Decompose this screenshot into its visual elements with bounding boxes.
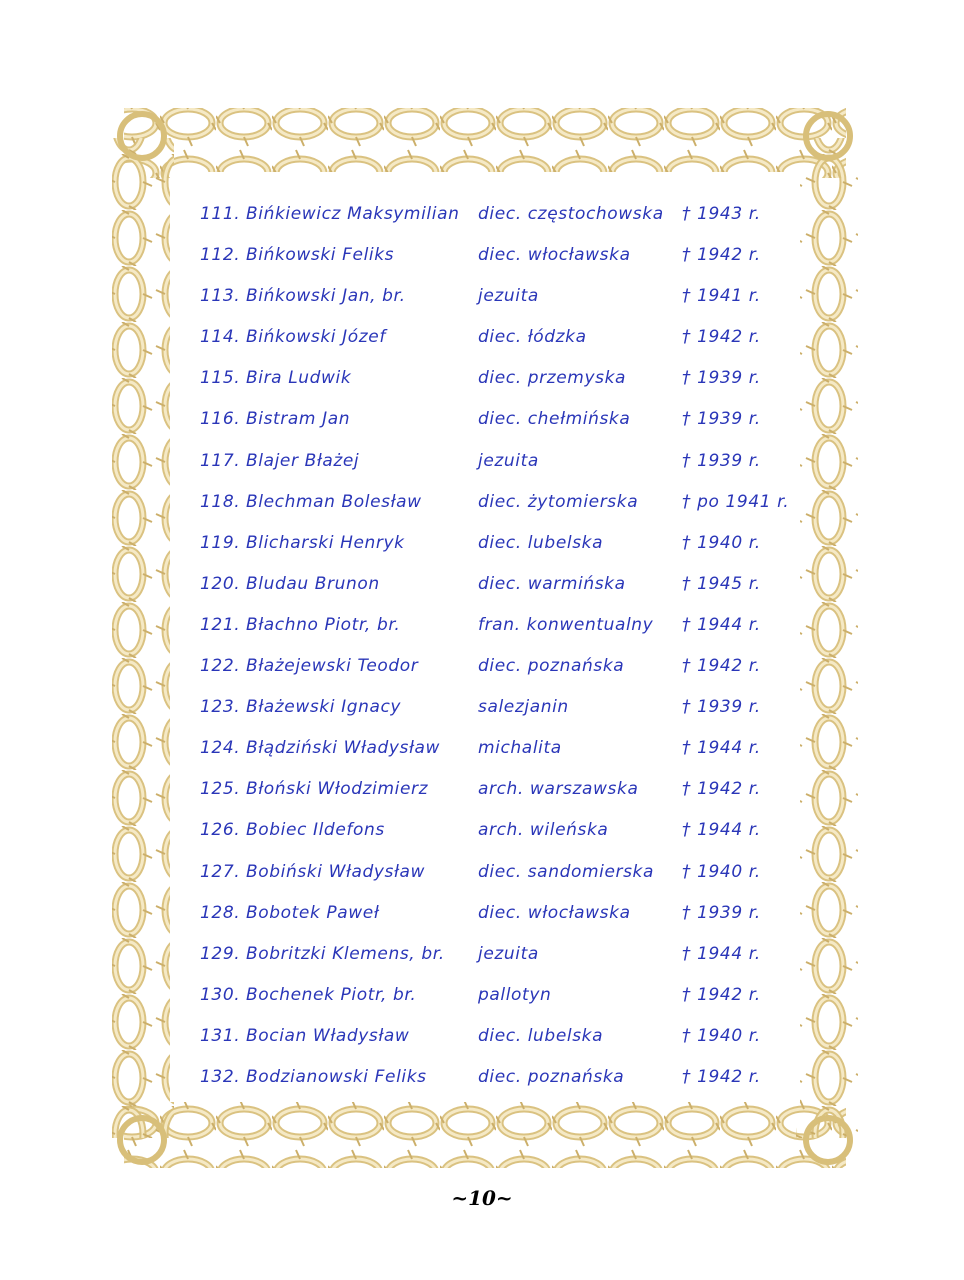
list-item xyxy=(200,403,780,444)
entry-death-year: † 1942 r. xyxy=(682,327,761,348)
entry-death-year: † 1942 r. xyxy=(682,656,761,677)
entry-number: 115. xyxy=(200,368,241,389)
entry-number: 120. xyxy=(200,573,241,594)
entry-diocese: diec. sandomierska xyxy=(478,861,655,882)
list-item xyxy=(200,321,780,362)
entry-name: Bludau Brunon xyxy=(246,573,380,594)
entry-number: 122. xyxy=(200,656,241,677)
entry-name: Bińkiewicz Maksymilian xyxy=(246,204,460,224)
list-item xyxy=(200,732,780,773)
list-item xyxy=(200,362,780,403)
entry-name: Błądziński Władysław xyxy=(246,738,441,759)
entry-death-year: † 1939 r. xyxy=(682,902,761,923)
entry-diocese: diec. lubelska xyxy=(478,1025,604,1046)
entry-name: Bochenek Piotr, br. xyxy=(246,984,417,1005)
entry-diocese: jezuita xyxy=(478,450,539,471)
entry-name: Błażewski Ignacy xyxy=(246,697,402,718)
entry-name: Bobotek Paweł xyxy=(246,902,380,923)
entry-number: 111. xyxy=(200,204,241,224)
entry-number: 116. xyxy=(200,409,241,430)
entry-name: Błoński Włodzimierz xyxy=(246,779,429,800)
entry-number: 131. xyxy=(200,1025,241,1046)
list-item xyxy=(200,568,780,609)
entry-diocese: diec. żytomierska xyxy=(478,491,639,512)
entry-death-year: † po 1941 r. xyxy=(682,491,790,512)
list-item xyxy=(200,1020,780,1061)
names-list xyxy=(200,198,790,1102)
entry-death-year: † 1943 r. xyxy=(682,204,761,224)
list-item xyxy=(200,773,780,814)
entry-diocese: diec. częstochowska xyxy=(478,204,664,224)
entry-diocese: arch. warszawska xyxy=(478,779,639,800)
entry-number: 127. xyxy=(200,861,241,882)
entry-number: 117. xyxy=(200,450,241,471)
list-item xyxy=(200,979,780,1020)
entry-number: 114. xyxy=(200,327,241,348)
entry-number: 113. xyxy=(200,286,241,307)
entry-diocese: jezuita xyxy=(478,286,539,307)
entry-name: Błachno Piotr, br. xyxy=(246,614,401,635)
entry-diocese: michalita xyxy=(478,738,562,759)
list-item xyxy=(200,650,780,691)
entry-death-year: † 1939 r. xyxy=(682,697,761,718)
entry-death-year: † 1939 r. xyxy=(682,368,761,389)
list-item xyxy=(200,239,780,280)
entry-number: 124. xyxy=(200,738,241,759)
entry-death-year: † 1945 r. xyxy=(682,573,761,594)
list-item xyxy=(200,486,790,527)
entry-name: Bocian Władysław xyxy=(246,1025,410,1046)
entry-death-year: † 1944 r. xyxy=(682,738,761,759)
entry-death-year: † 1942 r. xyxy=(682,984,761,1005)
entry-diocese: diec. chełmińska xyxy=(478,409,631,430)
list-item xyxy=(200,856,780,897)
entry-diocese: diec. poznańska xyxy=(478,1066,625,1087)
list-item xyxy=(200,1061,780,1102)
entry-diocese: diec. łódzka xyxy=(478,327,587,348)
entry-death-year: † 1940 r. xyxy=(682,1025,761,1046)
entry-number: 118. xyxy=(200,491,241,512)
list-item xyxy=(200,280,780,321)
entry-name: Błażejewski Teodor xyxy=(246,656,419,677)
list-item xyxy=(200,198,780,239)
list-item xyxy=(200,445,780,486)
entry-number: 125. xyxy=(200,779,241,800)
entry-name: Bobiec Ildefons xyxy=(246,820,385,841)
entry-death-year: † 1942 r. xyxy=(682,779,761,800)
entry-name: Bińkowski Feliks xyxy=(246,245,395,266)
entry-diocese: jezuita xyxy=(478,943,539,964)
entry-death-year: † 1944 r. xyxy=(682,614,761,635)
entry-number: 112. xyxy=(200,245,241,266)
list-item xyxy=(200,897,780,938)
entry-number: 121. xyxy=(200,614,241,635)
entry-number: 126. xyxy=(200,820,241,841)
entry-death-year: † 1941 r. xyxy=(682,286,761,307)
entry-number: 129. xyxy=(200,943,241,964)
entry-diocese: diec. przemyska xyxy=(478,368,627,389)
entry-name: Bobritzki Klemens, br. xyxy=(246,943,445,964)
list-item xyxy=(200,609,780,650)
list-item xyxy=(200,938,780,979)
entry-diocese: diec. poznańska xyxy=(478,656,625,677)
entry-name: Bobiński Władysław xyxy=(246,861,425,882)
entry-death-year: † 1942 r. xyxy=(682,1066,761,1087)
entry-name: Blechman Bolesław xyxy=(246,491,422,512)
entry-name: Bińkowski Józef xyxy=(246,327,386,348)
entry-death-year: † 1942 r. xyxy=(682,245,761,266)
entry-death-year: † 1940 r. xyxy=(682,861,761,882)
entry-number: 130. xyxy=(200,984,241,1005)
entry-diocese: pallotyn xyxy=(478,984,552,1005)
entry-death-year: † 1944 r. xyxy=(682,943,761,964)
entry-death-year: † 1940 r. xyxy=(682,532,761,553)
entry-name: Blicharski Henryk xyxy=(246,532,405,553)
entry-diocese: diec. włocławska xyxy=(478,245,631,266)
entry-name: Blajer Błażej xyxy=(246,450,360,471)
entry-number: 128. xyxy=(200,902,241,923)
list-item xyxy=(200,691,780,732)
entry-diocese: diec. warmińska xyxy=(478,573,626,594)
entry-diocese: diec. włocławska xyxy=(478,902,631,923)
entry-name: Bira Ludwik xyxy=(246,368,352,389)
entry-diocese: salezjanin xyxy=(478,697,569,718)
page-number: ~10~ xyxy=(451,1186,513,1210)
entry-number: 123. xyxy=(200,697,241,718)
entry-name: Bińkowski Jan, br. xyxy=(246,286,406,307)
list-item xyxy=(200,814,780,855)
entry-number: 119. xyxy=(200,532,241,553)
entry-diocese: arch. wileńska xyxy=(478,820,609,841)
entry-diocese: fran. konwentualny xyxy=(478,614,654,635)
entry-death-year: † 1939 r. xyxy=(682,409,761,430)
entry-diocese: diec. lubelska xyxy=(478,532,604,553)
entry-name: Bodzianowski Feliks xyxy=(246,1066,427,1087)
entry-number: 132. xyxy=(200,1066,241,1087)
list-item xyxy=(200,527,780,568)
entry-death-year: † 1944 r. xyxy=(682,820,761,841)
entry-name: Bistram Jan xyxy=(246,409,351,430)
entry-death-year: † 1939 r. xyxy=(682,450,761,471)
